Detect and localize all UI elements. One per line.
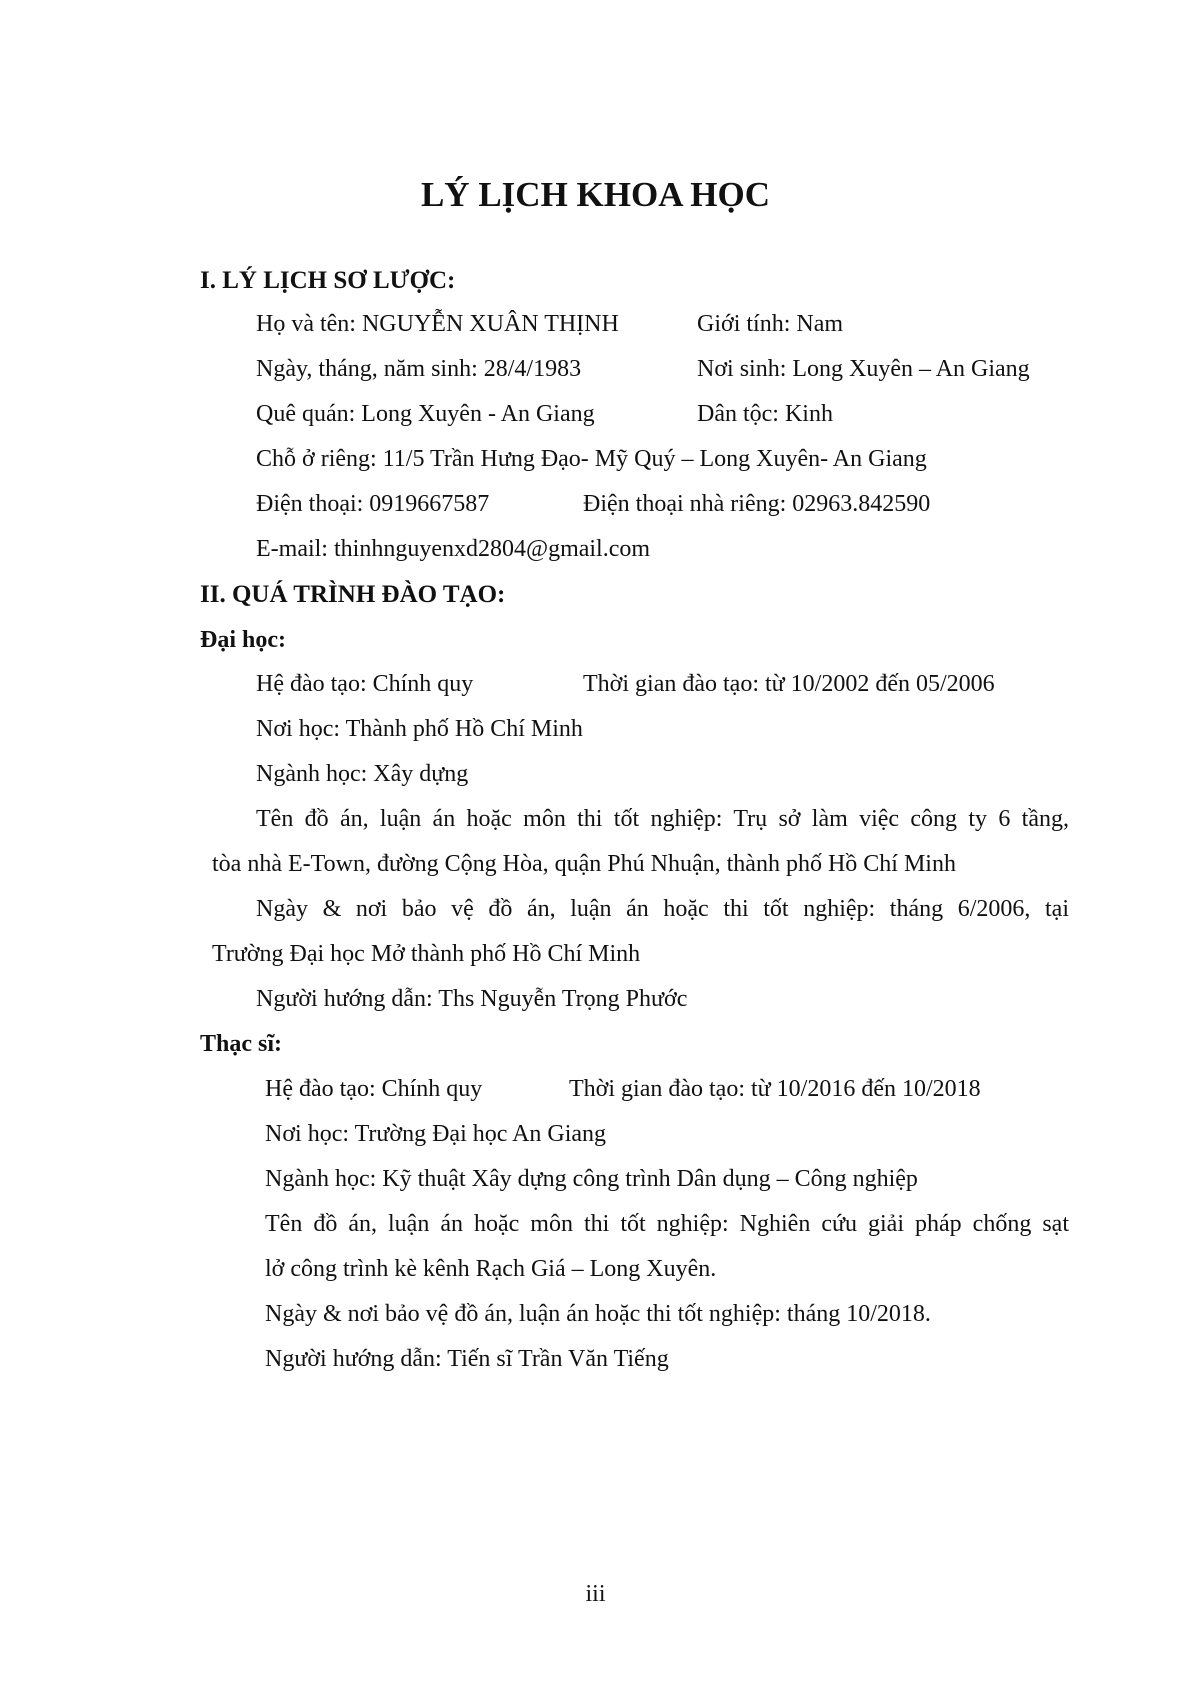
ethnicity: Dân tộc: Kinh — [697, 401, 833, 427]
university-training-period: Thời gian đào tạo: từ 10/2002 đến 05/2006 — [583, 671, 995, 697]
phone: Điện thoại: 0919667587 — [256, 491, 490, 517]
university-heading: Đại học: — [200, 627, 286, 653]
university-thesis-line-1: Tên đồ án, luận án hoặc môn thi tốt nghiệp: Trụ sở làm việc công ty 6 tầng, — [256, 806, 1069, 832]
gender: Giới tính: Nam — [697, 311, 844, 337]
master-major: Ngành học: Kỹ thuật Xây dựng công trình Dân dụng – Công nghiệp — [265, 1166, 918, 1192]
master-thesis-line-2: lở công trình kè kênh Rạch Giá – Long Xuyên. — [265, 1256, 717, 1282]
email: E-mail: thinhnguyenxd2804@gmail.com — [256, 536, 651, 562]
birthplace: Nơi sinh: Long Xuyên – An Giang — [697, 356, 1030, 382]
residence: Chỗ ở riêng: 11/5 Trần Hưng Đạo- Mỹ Quý – Long Xuyên- An Giang — [256, 446, 927, 472]
university-place: Nơi học: Thành phố Hồ Chí Minh — [256, 716, 583, 742]
university-defense-line-2: Trường Đại học Mở thành phố Hồ Chí Minh — [212, 941, 641, 967]
page-title: LÝ LỊCH KHOA HỌC — [420, 175, 771, 214]
section-2-heading: II. QUÁ TRÌNH ĐÀO TẠO: — [200, 581, 506, 608]
university-training-type: Hệ đào tạo: Chính quy — [256, 671, 474, 697]
page-number: iii — [585, 1581, 606, 1607]
section-1-heading: I. LÝ LỊCH SƠ LƯỢC: — [200, 267, 456, 294]
home-phone: Điện thoại nhà riêng: 02963.842590 — [583, 491, 931, 517]
university-thesis-line-2: tòa nhà E-Town, đường Cộng Hòa, quận Phú Nhuận, thành phố Hồ Chí Minh — [212, 851, 956, 877]
master-place: Nơi học: Trường Đại học An Giang — [265, 1121, 607, 1147]
master-training-period: Thời gian đào tạo: từ 10/2016 đến 10/2018 — [569, 1076, 981, 1102]
master-training-type: Hệ đào tạo: Chính quy — [265, 1076, 483, 1102]
full-name: Họ và tên: NGUYỄN XUÂN THỊNH — [256, 311, 619, 337]
master-heading: Thạc sĩ: — [200, 1031, 283, 1057]
date-of-birth: Ngày, tháng, năm sinh: 28/4/1983 — [256, 356, 582, 382]
hometown: Quê quán: Long Xuyên - An Giang — [256, 401, 595, 427]
university-defense-line-1: Ngày & nơi bảo vệ đồ án, luận án hoặc thi tốt nghiệp: tháng 6/2006, tại — [256, 896, 1069, 922]
university-advisor: Người hướng dẫn: Ths Nguyễn Trọng Phước — [256, 986, 688, 1012]
master-thesis-line-1: Tên đồ án, luận án hoặc môn thi tốt nghiệp: Nghiên cứu giải pháp chống sạt — [265, 1211, 1069, 1237]
university-major: Ngành học: Xây dựng — [256, 761, 469, 787]
master-defense: Ngày & nơi bảo vệ đồ án, luận án hoặc thi tốt nghiệp: tháng 10/2018. — [265, 1301, 931, 1327]
master-advisor: Người hướng dẫn: Tiến sĩ Trần Văn Tiếng — [265, 1346, 669, 1372]
